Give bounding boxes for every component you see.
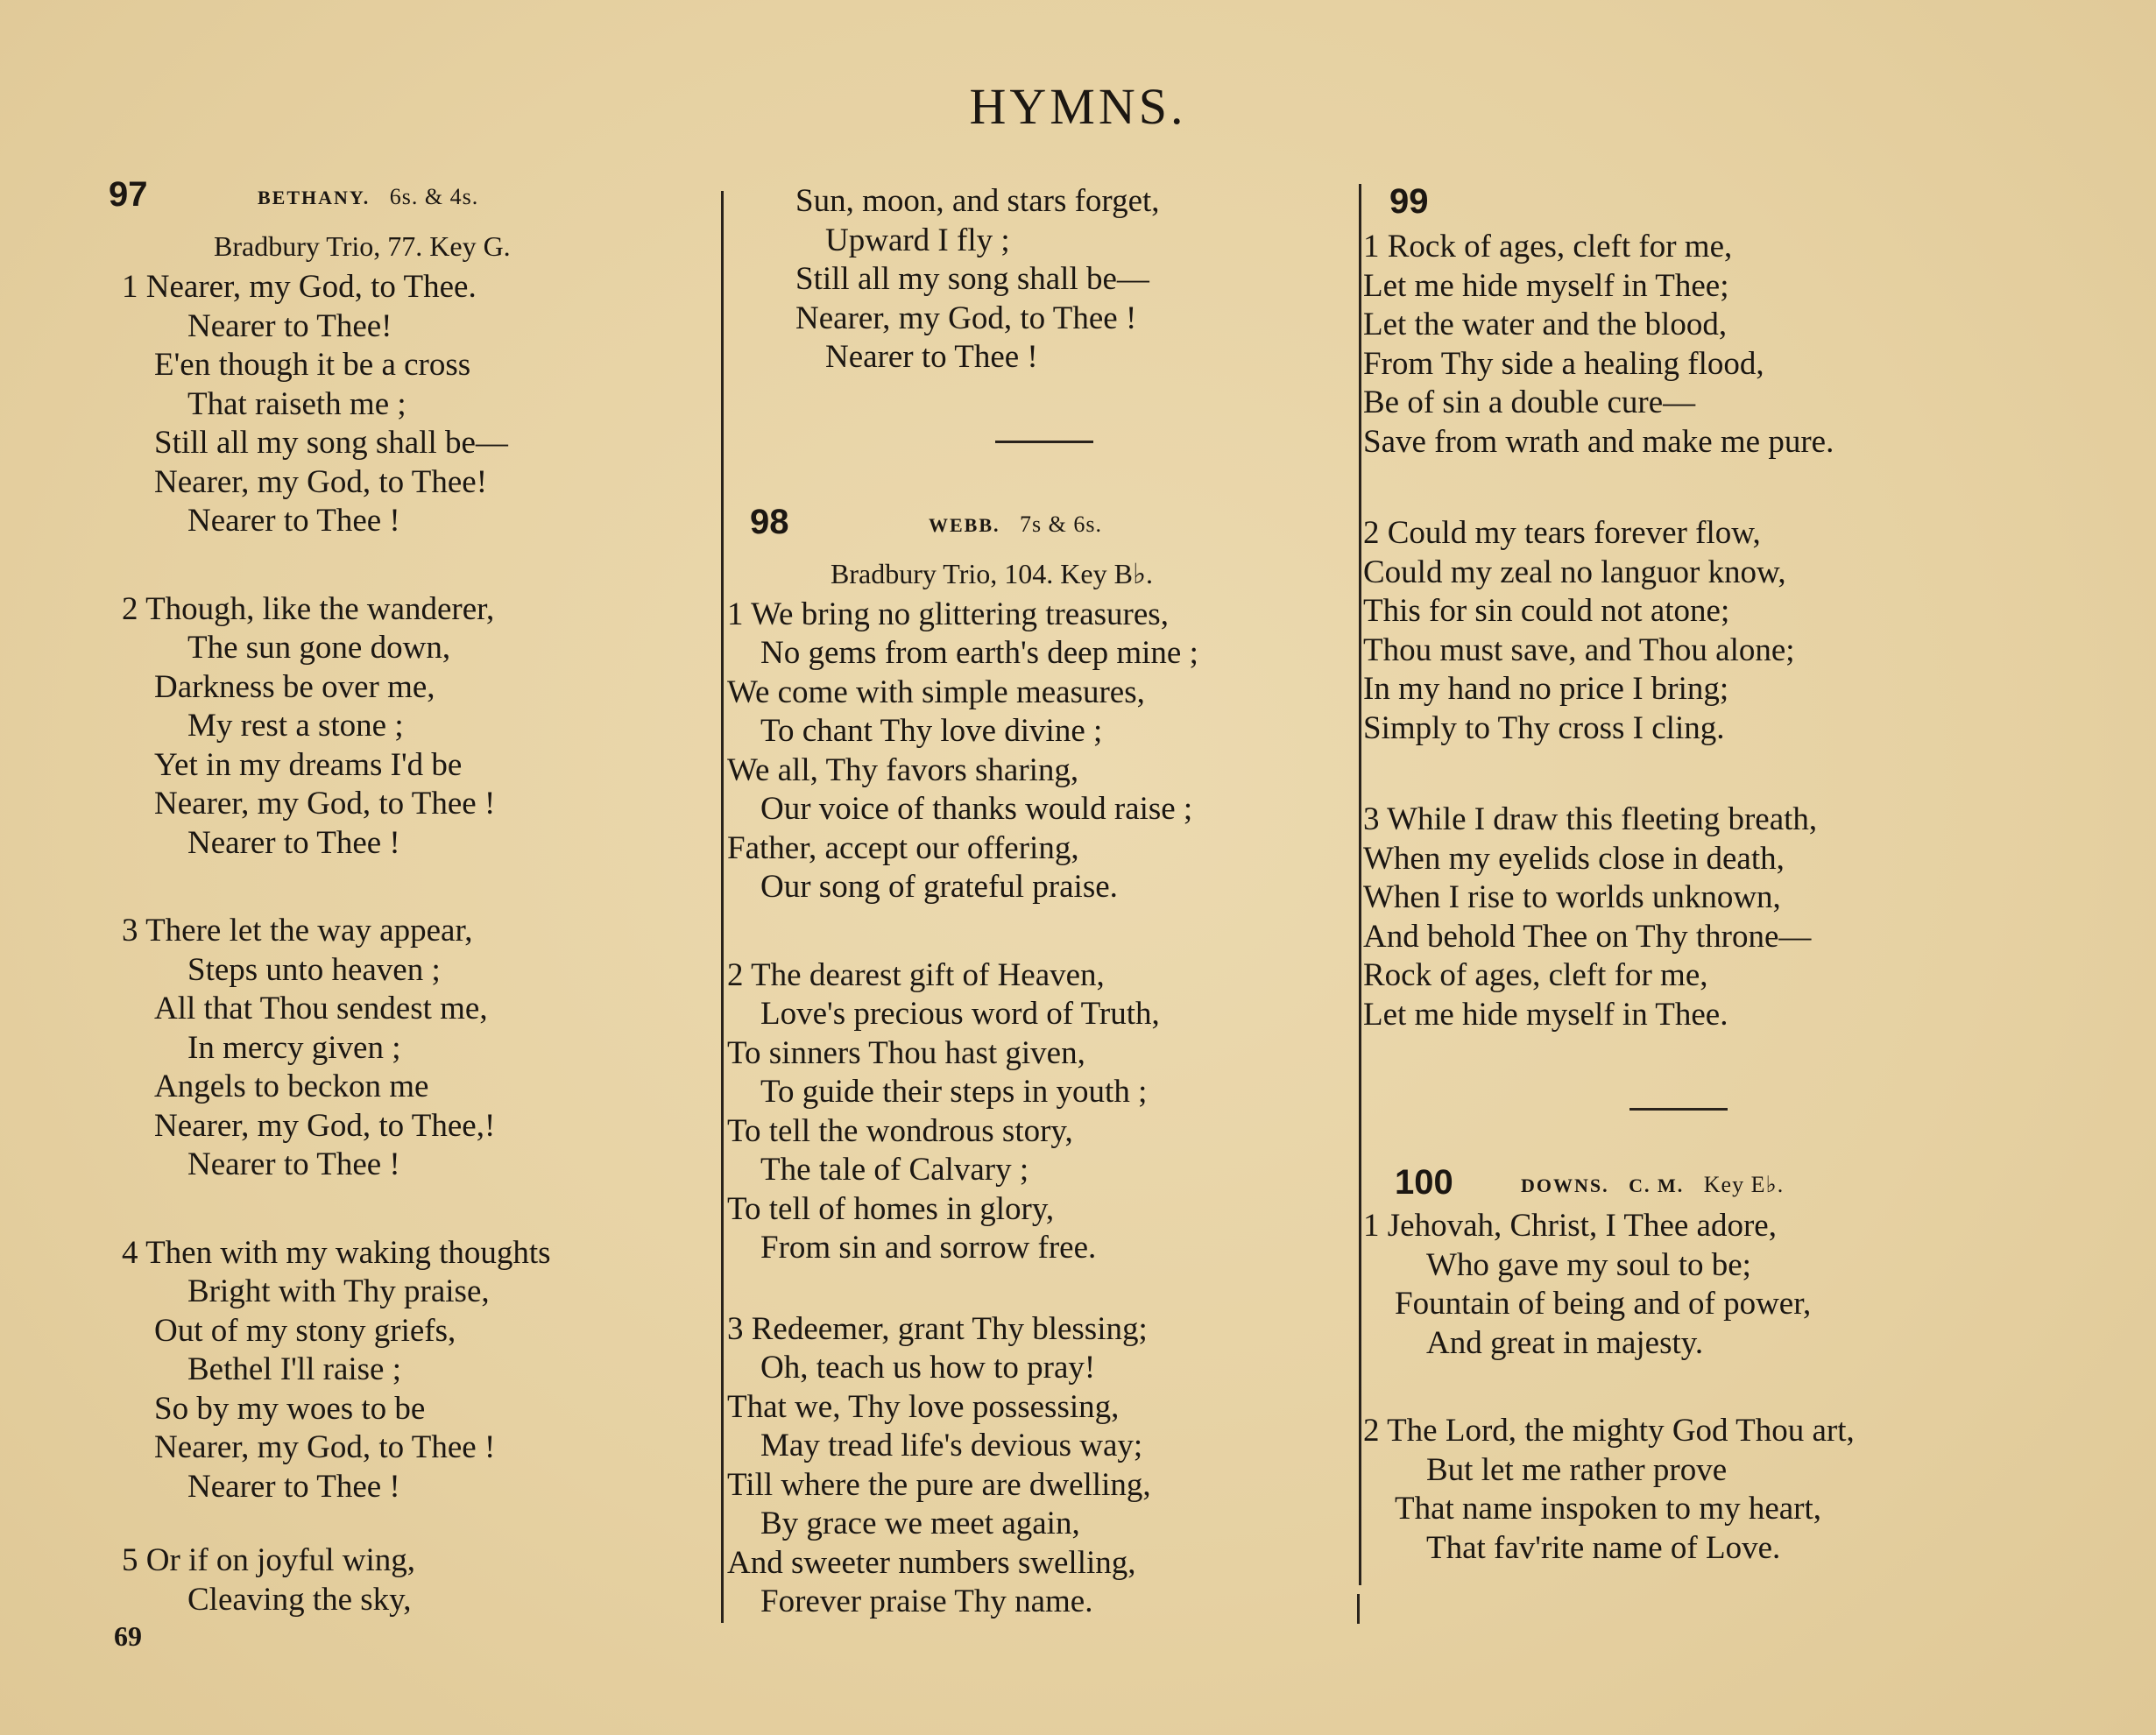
verse-line: 1 Jehovah, Christ, I Thee adore, — [1363, 1208, 1777, 1244]
tune-name: WEBB. — [929, 513, 1000, 536]
verse-line: Nearer, my God, to Thee! — [154, 463, 488, 500]
verse-line: This for sin could not atone; — [1363, 593, 1730, 629]
tune-name: DOWNS. — [1521, 1174, 1609, 1196]
verse-line: E'en though it be a cross — [154, 347, 471, 383]
verse-line: Father, accept our offering, — [727, 829, 1079, 866]
hymn-header — [109, 175, 713, 224]
verse-continued — [727, 182, 1340, 377]
tune-info — [929, 511, 1102, 538]
verse-line: In my hand no price I bring; — [1363, 671, 1729, 707]
tune-info — [1521, 1172, 1784, 1198]
verse-line: All that Thou sendest me, — [154, 991, 488, 1026]
column-divider — [721, 191, 724, 1623]
column-divider — [1357, 1594, 1360, 1624]
verse-line: Nearer to Thee ! — [825, 339, 1038, 375]
verse-line: That name inspoken to my heart, — [1395, 1491, 1822, 1527]
verse-line: Darkness be over me, — [154, 668, 435, 705]
meter: 6s. & 4s. — [389, 184, 479, 209]
verse-line: Angels to beckon me — [154, 1069, 429, 1104]
verse-line: 5 Or if on joyful wing, — [122, 1542, 416, 1578]
verse-line: Thou must save, and Thou alone; — [1363, 631, 1795, 668]
verse-line: 3 While I draw this fleeting breath, — [1363, 801, 1818, 837]
verse — [109, 268, 713, 541]
verse-line: To tell the wondrous story, — [727, 1112, 1073, 1149]
hymn-header — [1363, 182, 1994, 228]
verse-line: So by my woes to be — [154, 1390, 426, 1427]
verse-line: To sinners Thou hast given, — [727, 1034, 1085, 1071]
verse-line: When I rise to worlds unknown, — [1363, 879, 1781, 915]
hymn-key: Key E♭. — [1703, 1172, 1785, 1197]
verse-line: Our voice of thanks would raise ; — [760, 791, 1193, 827]
verse-line: 1 We bring no glittering treasures, — [727, 596, 1169, 632]
verse-line: Let the water and the blood, — [1363, 307, 1728, 342]
verse — [727, 596, 1340, 907]
page-number: 69 — [114, 1620, 142, 1652]
verse-line: Bethel I'll raise ; — [187, 1351, 402, 1387]
verse-line: Let me hide myself in Thee; — [1363, 267, 1729, 304]
hymn-number: 100 — [1395, 1163, 1453, 1202]
verse-line: Who gave my soul to be; — [1426, 1246, 1751, 1283]
verse — [109, 1234, 713, 1507]
verse-line: May tread life's devious way; — [760, 1428, 1143, 1463]
verse — [1363, 1412, 1994, 1568]
column-divider — [1359, 184, 1361, 1585]
verse-line: The tale of Calvary ; — [760, 1152, 1029, 1188]
verse-line: Nearer to Thee! — [187, 307, 392, 344]
verse-line: Till where the pure are dwelling, — [727, 1466, 1151, 1503]
verse-line: Cleaving the sky, — [187, 1581, 412, 1618]
column-right — [1363, 182, 1994, 1568]
verse-line: Let me hide myself in Thee. — [1363, 996, 1728, 1033]
verse-line: To guide their steps in youth ; — [760, 1074, 1148, 1110]
verse-line: Nearer to Thee ! — [187, 503, 400, 539]
verse-line: 1 Nearer, my God, to Thee. — [122, 269, 477, 305]
verse-line: But let me rather prove — [1426, 1451, 1728, 1488]
verse-line: Nearer to Thee ! — [187, 1146, 400, 1182]
verse-line: 2 Could my tears forever flow, — [1363, 515, 1761, 551]
verse — [727, 1310, 1340, 1622]
column-middle — [727, 182, 1340, 1622]
verse — [1363, 514, 1994, 748]
verse-line: 4 Then with my waking thoughts — [122, 1234, 551, 1271]
verse-line: To chant Thy love divine ; — [760, 713, 1103, 749]
verse — [727, 956, 1340, 1268]
hymn-number: 98 — [750, 502, 789, 541]
verse-line: Upward I fly ; — [825, 222, 1010, 258]
verse-line: From Thy side a healing flood, — [1363, 345, 1764, 382]
verse — [1363, 1207, 1994, 1363]
verse-line: Our song of grateful praise. — [760, 869, 1118, 905]
verse-line: We come with simple measures, — [727, 674, 1145, 710]
verse-line: Still all my song shall be— — [795, 261, 1149, 297]
verse-line: To tell of homes in glory, — [727, 1190, 1055, 1227]
verse-line: That raiseth me ; — [187, 385, 406, 422]
hymn-source: Bradbury Trio, 77. Key G. — [214, 230, 511, 262]
verse-line: By grace we meet again, — [760, 1506, 1080, 1541]
verse-line: Nearer, my God, to Thee ! — [154, 786, 496, 822]
verse-line: From sin and sorrow free. — [760, 1230, 1097, 1266]
verse-line: We all, Thy favors sharing, — [727, 751, 1079, 788]
verse-line: Steps unto heaven ; — [187, 951, 441, 988]
hymn-number: 97 — [109, 175, 148, 214]
hymn-number: 99 — [1389, 182, 1429, 221]
verse-line: When my eyelids close in death, — [1363, 840, 1785, 877]
verse-line: Nearer to Thee ! — [187, 824, 400, 861]
verse-line: And behold Thee on Thy throne— — [1363, 918, 1812, 955]
verse-line: 1 Rock of ages, cleft for me, — [1363, 229, 1733, 264]
verse-line: Yet in my dreams I'd be — [154, 746, 463, 783]
verse-line: No gems from earth's deep mine ; — [760, 635, 1198, 671]
verse-line: That we, Thy love possessing, — [727, 1388, 1120, 1425]
page-title: HYMNS. — [969, 78, 1187, 135]
verse-line: Nearer to Thee ! — [187, 1468, 400, 1505]
verse-line: 3 There let the way appear, — [122, 913, 473, 949]
verse-line: Oh, teach us how to pray! — [760, 1350, 1096, 1386]
verse-line: 2 Though, like the wanderer, — [122, 590, 495, 627]
verse — [109, 912, 713, 1185]
verse-line: Save from wrath and make me pure. — [1363, 423, 1834, 460]
verse-line: Bright with Thy praise, — [187, 1273, 490, 1309]
verse-line: My rest a stone ; — [187, 708, 404, 744]
verse-line: Could my zeal no languor know, — [1363, 554, 1786, 590]
verse-line: And great in majesty. — [1426, 1324, 1704, 1361]
verse-line: The sun gone down, — [187, 630, 451, 666]
tune-info — [258, 184, 478, 210]
verse-line: Love's precious word of Truth, — [760, 996, 1160, 1032]
verse-line: Nearer, my God, to Thee ! — [795, 300, 1137, 336]
hymn-header — [727, 503, 1340, 552]
verse-line: 2 The Lord, the mighty God Thou art, — [1363, 1413, 1855, 1449]
meter: C. M. — [1629, 1174, 1685, 1196]
verse-line: Forever praise Thy name. — [760, 1583, 1093, 1619]
verse — [1363, 228, 1994, 462]
verse — [109, 590, 713, 864]
verse-line: Rock of ages, cleft for me, — [1363, 957, 1708, 993]
verse-line: Nearer, my God, to Thee ! — [154, 1429, 496, 1465]
verse-line: 2 The dearest gift of Heaven, — [727, 956, 1105, 993]
verse-line: Simply to Thy cross I cling. — [1363, 709, 1725, 746]
tune-name: BETHANY. — [258, 187, 371, 208]
verse-line: And sweeter numbers swelling, — [727, 1544, 1136, 1581]
hymn-header — [1363, 1163, 1994, 1207]
verse-line: Still all my song shall be— — [154, 425, 508, 461]
verse-line: Sun, moon, and stars forget, — [795, 183, 1160, 219]
verse-line: Out of my stony griefs, — [154, 1312, 456, 1349]
verse — [109, 1541, 713, 1619]
column-left — [109, 175, 713, 1619]
verse-line: Nearer, my God, to Thee,! — [154, 1107, 496, 1144]
verse-line: In mercy given ; — [187, 1029, 401, 1066]
verse-line: 3 Redeemer, grant Thy blessing; — [727, 1310, 1148, 1347]
verse-line: That fav'rite name of Love. — [1426, 1529, 1781, 1566]
verse-line: Fountain of being and of power, — [1395, 1286, 1812, 1322]
verse — [1363, 800, 1994, 1034]
meter: 7s & 6s. — [1020, 511, 1102, 537]
hymn-source: Bradbury Trio, 104. Key B♭. — [831, 557, 1153, 589]
verse-line: Be of sin a double cure— — [1363, 384, 1696, 420]
